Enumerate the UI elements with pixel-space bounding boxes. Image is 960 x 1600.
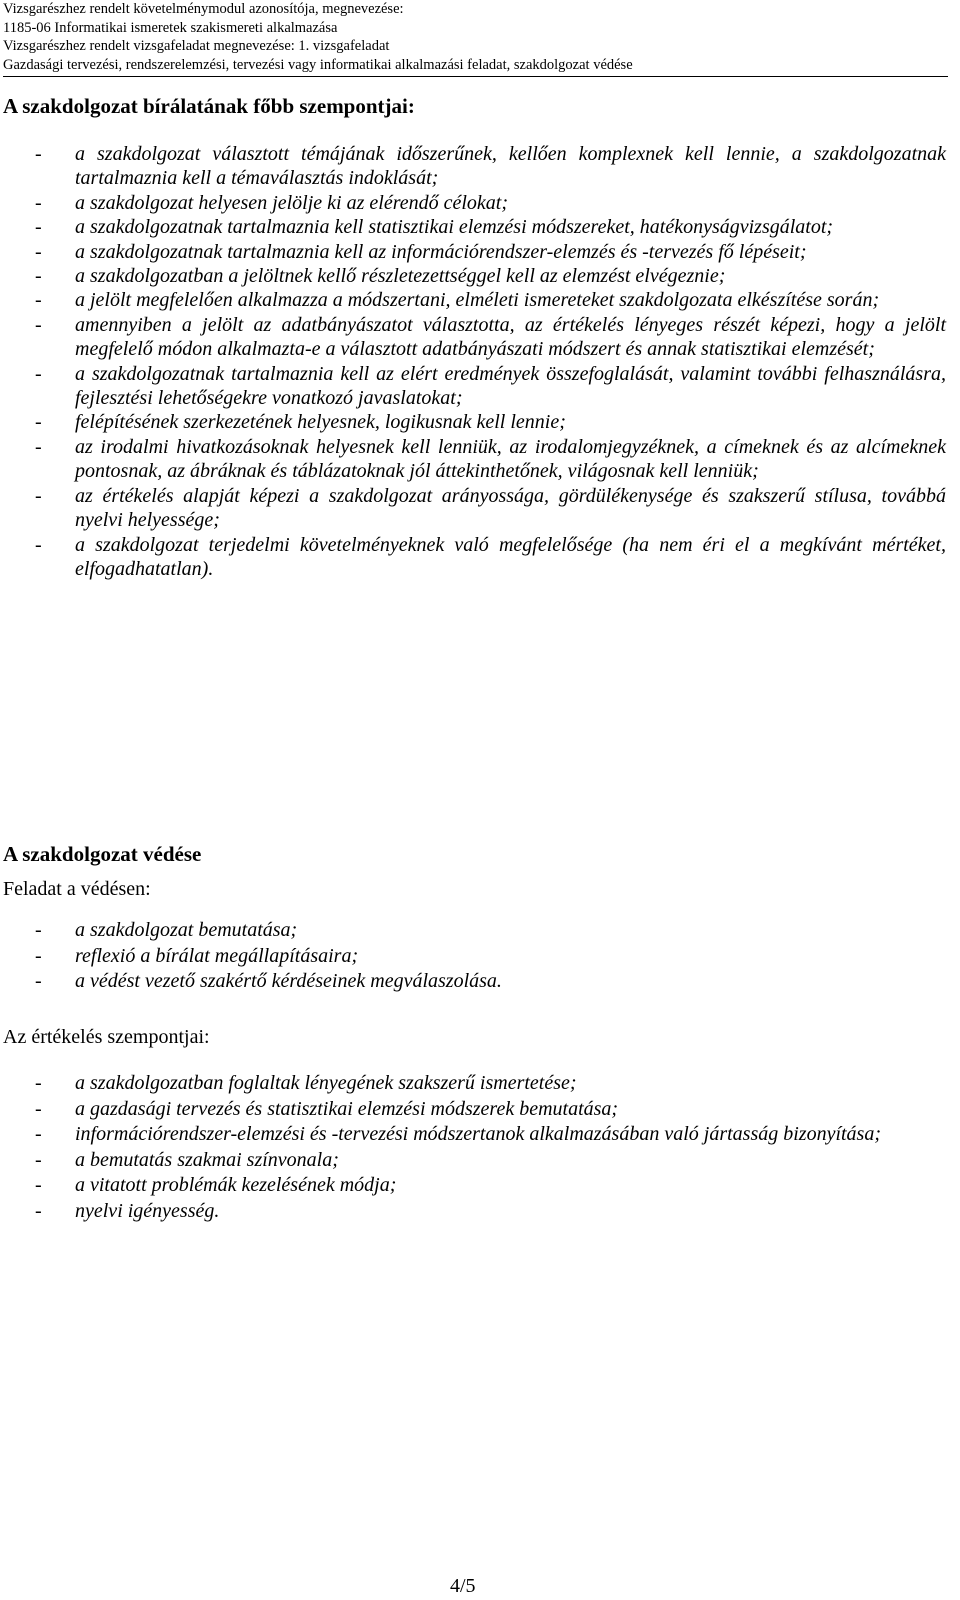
defense-task-list <box>0 918 946 995</box>
list-item <box>0 313 946 362</box>
list-dash: - <box>35 435 42 458</box>
list-item <box>0 264 946 288</box>
list-dash: - <box>35 289 42 312</box>
list-item <box>0 969 946 995</box>
list-item-text: a szakdolgozat bemutatása; <box>75 919 298 941</box>
header-divider <box>3 76 948 77</box>
list-item <box>0 1173 946 1199</box>
list-item-text: felépítésének szerkezetének helyesnek, logikusnak kell lennie; <box>75 411 566 434</box>
list-dash: - <box>35 143 42 165</box>
list-item <box>0 240 946 264</box>
page-header <box>3 0 953 74</box>
list-dash: - <box>35 411 42 434</box>
list-item-text: a gazdasági tervezés és statisztikai elemzési módszerek bemutatása; <box>75 1097 619 1120</box>
list-dash: - <box>35 1148 42 1171</box>
list-item <box>0 944 946 970</box>
page-number: 4/5 <box>450 1575 476 1597</box>
list-dash: - <box>35 191 42 214</box>
list-item-text: a szakdolgozatnak tartalmaznia kell az elért eredmények összefoglalását, valamint további felhasználásra, fejlesztési lehetőségekre vonatkozó javaslatokat; <box>75 362 946 410</box>
list-dash: - <box>35 533 42 556</box>
list-dash: - <box>35 919 42 941</box>
list-item-text: az irodalmi hivatkozásoknak helyesnek kell lenniük, az irodalomjegyzéknek, a címeknek és az alcímeknek pontosnak, az ábráknak és táblázatoknak jól áttekinthetőnek, világosnak kell lenniük; <box>75 435 946 483</box>
list-item-text: információrendszer-elemzési és -tervezési módszertanok alkalmazásában való jártasság bizonyítása; <box>75 1123 881 1145</box>
defense-task-label: Feladat a védésen: <box>3 878 151 900</box>
list-item <box>0 1097 946 1123</box>
list-dash: - <box>35 1072 42 1094</box>
list-item-text: a szakdolgozatban foglaltak lényegének szakszerű ismertetése; <box>75 1072 577 1094</box>
list-item <box>0 1122 946 1148</box>
list-dash: - <box>35 362 42 385</box>
list-item-text: a vitatott problémák kezelésének módja; <box>75 1174 397 1196</box>
list-item <box>0 918 946 944</box>
list-item-text: a szakdolgozat helyesen jelölje ki az elérendő célokat; <box>75 191 509 214</box>
evaluation-criteria-list <box>0 1071 946 1224</box>
header-line: Vizsgarészhez rendelt követelménymodul azonosítója, megnevezése: <box>3 1 404 17</box>
list-item-text: a szakdolgozatban a jelöltnek kellő részletezettséggel kell az elemzést elvégeznie; <box>75 265 726 288</box>
list-dash: - <box>35 216 42 239</box>
list-item <box>0 410 946 434</box>
list-dash: - <box>35 240 42 263</box>
header-line: 1185-06 Informatikai ismeretek szakismereti alkalmazása <box>3 19 338 36</box>
list-item <box>0 142 946 191</box>
header-line: Gazdasági tervezési, rendszerelemzési, tervezési vagy informatikai alkalmazási feladat, szakdolgozat védése <box>3 56 633 73</box>
list-item <box>0 288 946 312</box>
list-dash: - <box>35 1174 42 1196</box>
list-dash: - <box>35 1097 42 1120</box>
list-dash: - <box>35 944 42 967</box>
list-item <box>0 533 946 582</box>
list-item-text: a szakdolgozat választott témájának időszerűnek, kellően komplexnek kell lennie, a szakdolgozatnak tartalmaznia kell a témaválasztás indoklását; <box>75 143 946 190</box>
list-dash: - <box>35 970 42 992</box>
review-criteria-title: A szakdolgozat bírálatának főbb szempontjai: <box>3 94 415 118</box>
review-criteria-list <box>0 142 946 581</box>
list-item-text: nyelvi igényesség. <box>75 1199 220 1222</box>
list-item <box>0 362 946 411</box>
list-item <box>0 1148 946 1174</box>
list-dash: - <box>35 484 42 507</box>
list-item-text: amennyiben a jelölt az adatbányászatot választotta, az értékelés lényeges részét képezi, hogy a jelölt megfelelő módon alkalmazta-e a választott adatbányászati módszert és annak statisztikai elemzését; <box>75 313 946 361</box>
list-item-text: a védést vezető szakértő kérdéseinek megválaszolása. <box>75 970 502 992</box>
list-item <box>0 1071 946 1097</box>
list-item <box>0 215 946 239</box>
criteria-label: Az értékelés szempontjai: <box>3 1026 210 1048</box>
list-item <box>0 484 946 533</box>
list-dash: - <box>35 313 42 336</box>
list-dash: - <box>35 1123 42 1145</box>
list-item-text: a szakdolgozatnak tartalmaznia kell az információrendszer-elemzés és -tervezés fő lépéseit; <box>75 240 807 263</box>
list-item <box>0 191 946 215</box>
list-item-text: a szakdolgozatnak tartalmaznia kell statisztikai elemzési módszereket, hatékonyságvizsgálatot; <box>75 216 834 239</box>
defense-title: A szakdolgozat védése <box>3 842 202 866</box>
list-item-text: az értékelés alapját képezi a szakdolgozat arányossága, gördülékenysége és szakszerű stílusa, továbbá nyelvi helyessége; <box>75 484 946 532</box>
list-item-text: a jelölt megfelelően alkalmazza a módszertani, elméleti ismereteket szakdolgozata elkészítése során; <box>75 289 880 312</box>
list-item-text: a szakdolgozat terjedelmi követelményeknek való megfelelősége (ha nem éri el a megkívánt mértéket, elfogadhatatlan). <box>75 533 946 580</box>
list-dash: - <box>35 265 42 288</box>
list-item-text: reflexió a bírálat megállapításaira; <box>75 944 359 967</box>
header-line: Vizsgarészhez rendelt vizsgafeladat megnevezése: 1. vizsgafeladat <box>3 38 390 54</box>
list-item-text: a bemutatás szakmai színvonala; <box>75 1148 339 1171</box>
list-item <box>0 1199 946 1225</box>
list-item <box>0 435 946 484</box>
list-dash: - <box>35 1199 42 1222</box>
